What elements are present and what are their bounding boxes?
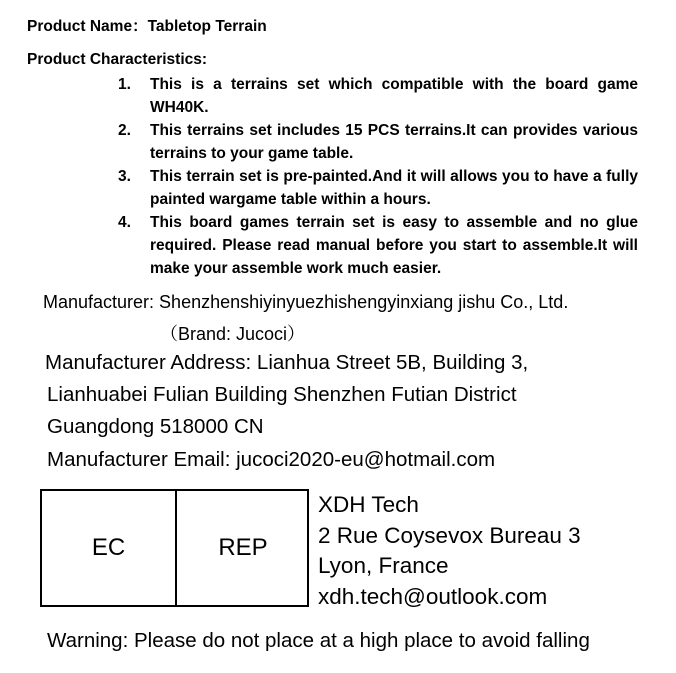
warning-text: Warning: Please do not place at a high place to avoid falling bbox=[47, 629, 590, 652]
ec-rep-city: Lyon, France bbox=[318, 553, 449, 578]
list-item-number: 1. bbox=[118, 76, 131, 93]
ec-rep-symbol bbox=[40, 489, 309, 607]
ec-rep-info bbox=[318, 490, 581, 612]
ec-rep-email: xdh.tech@outlook.com bbox=[318, 583, 548, 609]
list-item-number: 3. bbox=[118, 168, 131, 185]
list-item bbox=[118, 211, 638, 280]
list-item bbox=[118, 119, 638, 165]
rep-label: REP bbox=[218, 534, 268, 561]
list-item-text: This board games terrain set is easy to assemble and no glue required. Please read manual before you start to assemble.It will make your assemble work much easier. bbox=[150, 214, 638, 277]
product-name bbox=[27, 14, 267, 36]
characteristics-heading: Product Characteristics: bbox=[27, 51, 208, 68]
address-line-1: Manufacturer Address: Lianhua Street 5B, Building 3, bbox=[45, 351, 529, 374]
list-item-text: This terrains set includes 15 PCS terrains.It can provides various terrains to your game table. bbox=[150, 122, 638, 162]
address-line-3: Guangdong 518000 CN bbox=[47, 415, 264, 438]
list-item bbox=[118, 73, 638, 119]
list-item-text: This is a terrains set which compatible with the board game WH40K. bbox=[150, 76, 638, 116]
list-item bbox=[118, 165, 638, 211]
ec-rep-street: 2 Rue Coysevox Bureau 3 bbox=[318, 522, 581, 548]
characteristics-list bbox=[118, 73, 638, 280]
product-name-label: Product Name： bbox=[27, 18, 148, 35]
product-name-value: Tabletop Terrain bbox=[147, 18, 267, 35]
list-item-number: 2. bbox=[118, 122, 131, 139]
ec-label: EC bbox=[91, 534, 126, 561]
list-item-text: This terrain set is pre-painted.And it will allows you to have a fully painted wargame table within a hours. bbox=[150, 168, 638, 208]
manufacturer-email: Manufacturer Email: jucoci2020-eu@hotmail.com bbox=[47, 448, 496, 471]
address-line-2: Lianhuabei Fulian Building Shenzhen Futian District bbox=[47, 383, 517, 406]
brand-line: （Brand: Jucoci） bbox=[160, 324, 306, 344]
list-item-number: 4. bbox=[118, 214, 131, 231]
ec-rep-company: XDH Tech bbox=[318, 492, 419, 517]
manufacturer-line: Manufacturer: Shenzhenshiyinyuezhishengyinxiang jishu Co., Ltd. bbox=[43, 292, 569, 312]
